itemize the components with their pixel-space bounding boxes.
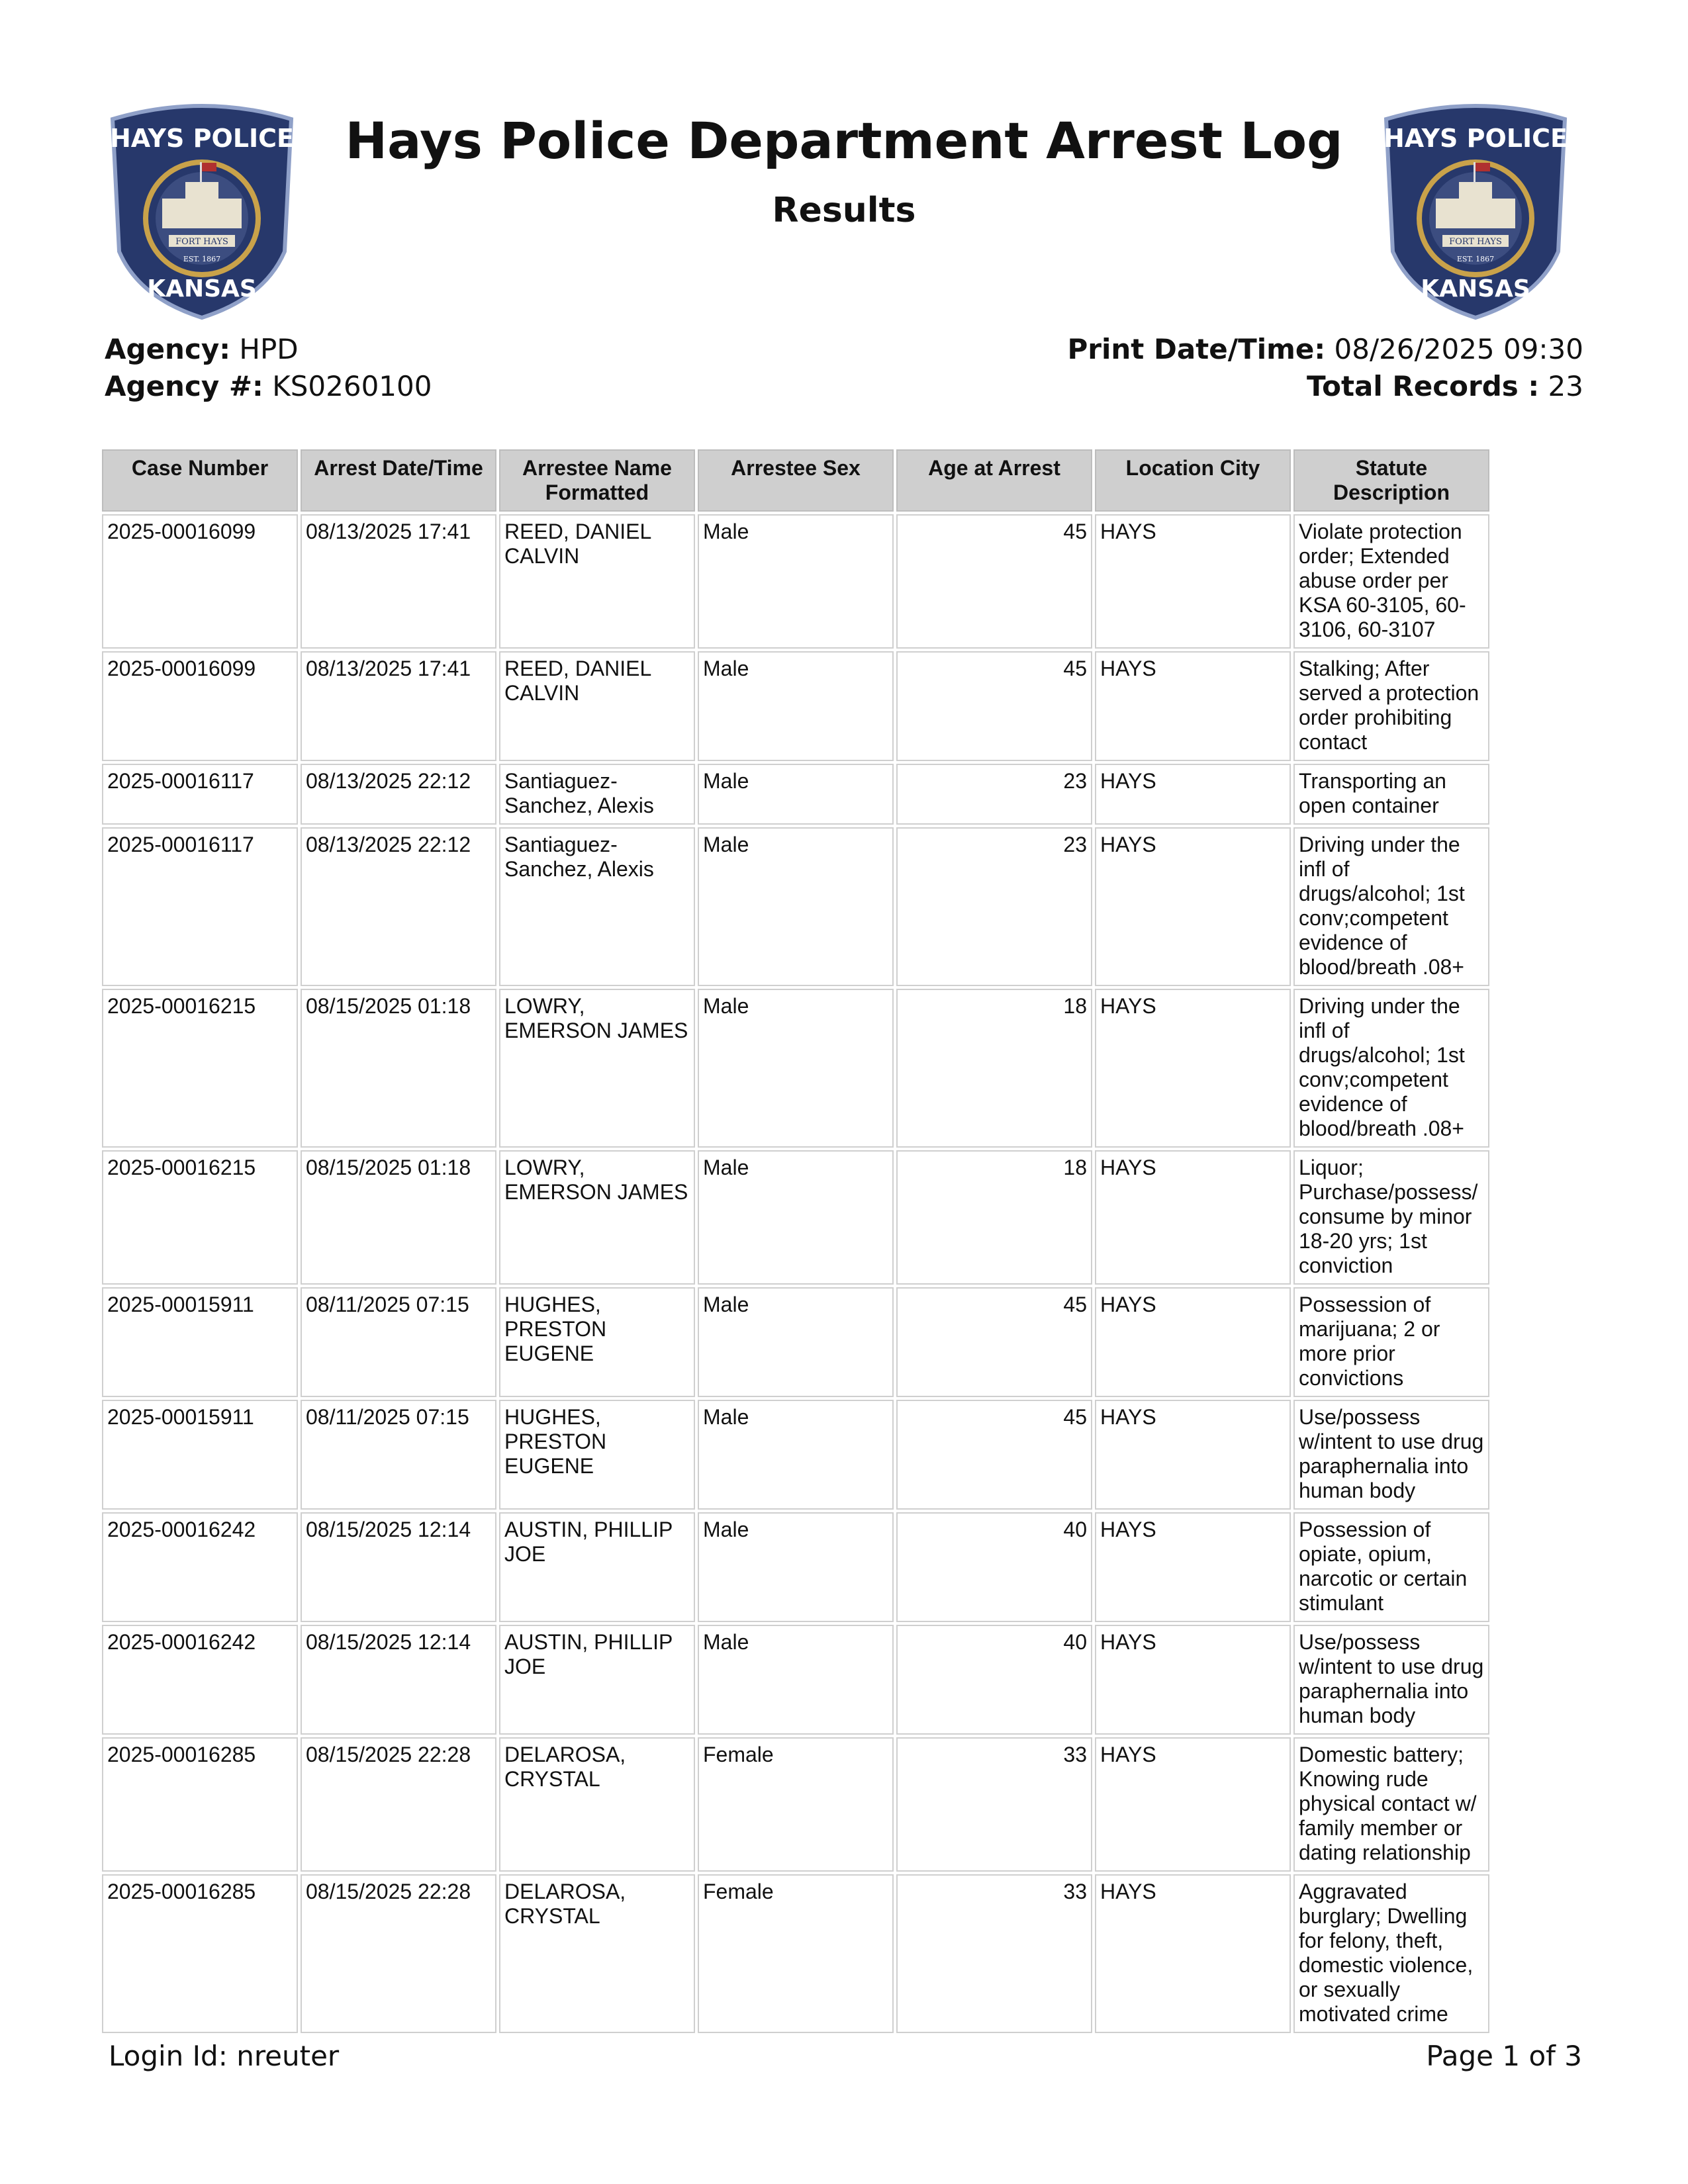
location-city-cell: HAYS bbox=[1095, 1874, 1291, 2033]
location-city-cell: HAYS bbox=[1095, 1287, 1291, 1397]
agency-number-label: Agency #: bbox=[105, 370, 263, 402]
column-header-arrestee-name: Arrestee Name Formatted bbox=[499, 449, 695, 512]
arrestee-name-cell: HUGHES, PRESTON EUGENE bbox=[499, 1400, 695, 1510]
print-date-label: Print Date/Time: bbox=[1067, 333, 1326, 365]
login-id: Login Id: nreuter bbox=[109, 2040, 340, 2072]
arrest-date-cell: 08/15/2025 12:14 bbox=[301, 1625, 496, 1735]
table-row bbox=[102, 764, 1489, 825]
statute-cell: Driving under the infl of drugs/alcohol; 1st conv;competent evidence of blood/breath .08+ bbox=[1293, 989, 1489, 1148]
age-cell: 40 bbox=[896, 1512, 1092, 1622]
location-city-cell: HAYS bbox=[1095, 651, 1291, 761]
table-row bbox=[102, 651, 1489, 761]
arrest-date-cell: 08/15/2025 22:28 bbox=[301, 1737, 496, 1872]
column-header-case-number: Case Number bbox=[102, 449, 298, 512]
case-number-cell: 2025-00015911 bbox=[102, 1400, 298, 1510]
arrestee-name-cell: REED, DANIEL CALVIN bbox=[499, 514, 695, 649]
arrestee-sex-cell: Male bbox=[698, 1625, 894, 1735]
svg-text:HAYS POLICE: HAYS POLICE bbox=[1383, 124, 1568, 153]
page-title: Hays Police Department Arrest Log bbox=[345, 111, 1343, 170]
arrestee-name-cell: HUGHES, PRESTON EUGENE bbox=[499, 1287, 695, 1397]
print-info bbox=[1067, 331, 1583, 405]
age-cell: 23 bbox=[896, 764, 1092, 825]
statute-cell: Possession of marijuana; 2 or more prior convictions bbox=[1293, 1287, 1489, 1397]
agency-number-value: KS0260100 bbox=[272, 370, 432, 402]
statute-cell: Use/possess w/intent to use drug paraphernalia into human body bbox=[1293, 1400, 1489, 1510]
print-date-line bbox=[1067, 331, 1583, 368]
arrestee-name-cell: Santiaguez-Sanchez, Alexis bbox=[499, 827, 695, 986]
table-row bbox=[102, 1874, 1489, 2033]
statute-cell: Domestic battery; Knowing rude physical contact w/ family member or dating relationship bbox=[1293, 1737, 1489, 1872]
agency-label: Agency: bbox=[105, 333, 231, 365]
case-number-cell: 2025-00016242 bbox=[102, 1625, 298, 1735]
arrestee-name-cell: LOWRY, EMERSON JAMES bbox=[499, 989, 695, 1148]
table-row bbox=[102, 1400, 1489, 1510]
table-row bbox=[102, 1737, 1489, 1872]
location-city-cell: HAYS bbox=[1095, 1625, 1291, 1735]
arrestee-name-cell: LOWRY, EMERSON JAMES bbox=[499, 1150, 695, 1285]
svg-text:KANSAS: KANSAS bbox=[147, 275, 257, 302]
arrest-date-cell: 08/15/2025 12:14 bbox=[301, 1512, 496, 1622]
arrest-date-cell: 08/11/2025 07:15 bbox=[301, 1287, 496, 1397]
age-cell: 18 bbox=[896, 989, 1092, 1148]
arrest-date-cell: 08/13/2025 22:12 bbox=[301, 764, 496, 825]
column-header-age: Age at Arrest bbox=[896, 449, 1092, 512]
age-cell: 45 bbox=[896, 514, 1092, 649]
location-city-cell: HAYS bbox=[1095, 764, 1291, 825]
arrest-date-cell: 08/13/2025 17:41 bbox=[301, 651, 496, 761]
print-date-value: 08/26/2025 09:30 bbox=[1334, 333, 1583, 365]
arrest-date-cell: 08/11/2025 07:15 bbox=[301, 1400, 496, 1510]
arrestee-name-cell: Santiaguez-Sanchez, Alexis bbox=[499, 764, 695, 825]
age-cell: 40 bbox=[896, 1625, 1092, 1735]
age-cell: 23 bbox=[896, 827, 1092, 986]
age-cell: 33 bbox=[896, 1737, 1092, 1872]
case-number-cell: 2025-00016099 bbox=[102, 651, 298, 761]
svg-text:FORT HAYS: FORT HAYS bbox=[175, 237, 228, 247]
age-cell: 18 bbox=[896, 1150, 1092, 1285]
location-city-cell: HAYS bbox=[1095, 1400, 1291, 1510]
location-city-cell: HAYS bbox=[1095, 989, 1291, 1148]
case-number-cell: 2025-00016242 bbox=[102, 1512, 298, 1622]
case-number-cell: 2025-00016285 bbox=[102, 1874, 298, 2033]
arrestee-name-cell: REED, DANIEL CALVIN bbox=[499, 651, 695, 761]
arrestee-sex-cell: Male bbox=[698, 651, 894, 761]
statute-cell: Liquor; Purchase/possess/consume by minor 18-20 yrs; 1st conviction bbox=[1293, 1150, 1489, 1285]
table-row bbox=[102, 989, 1489, 1148]
arrestee-sex-cell: Female bbox=[698, 1874, 894, 2033]
arrestee-sex-cell: Male bbox=[698, 764, 894, 825]
age-cell: 45 bbox=[896, 651, 1092, 761]
statute-cell: Possession of opiate, opium, narcotic or certain stimulant bbox=[1293, 1512, 1489, 1622]
age-cell: 45 bbox=[896, 1287, 1092, 1397]
case-number-cell: 2025-00015911 bbox=[102, 1287, 298, 1397]
table-row bbox=[102, 827, 1489, 986]
case-number-cell: 2025-00016285 bbox=[102, 1737, 298, 1872]
location-city-cell: HAYS bbox=[1095, 1150, 1291, 1285]
case-number-cell: 2025-00016117 bbox=[102, 827, 298, 986]
agency-value: HPD bbox=[239, 333, 299, 365]
agency-line bbox=[105, 331, 432, 368]
statute-cell: Driving under the infl of drugs/alcohol; 1st conv;competent evidence of blood/breath .08+ bbox=[1293, 827, 1489, 986]
age-cell: 45 bbox=[896, 1400, 1092, 1510]
page-number: Page 1 of 3 bbox=[1426, 2040, 1582, 2072]
agency-number-line bbox=[105, 368, 432, 405]
arrest-date-cell: 08/13/2025 17:41 bbox=[301, 514, 496, 649]
arrestee-sex-cell: Male bbox=[698, 827, 894, 986]
arrestee-name-cell: DELAROSA, CRYSTAL bbox=[499, 1874, 695, 2033]
statute-cell: Aggravated burglary; Dwelling for felony, theft, domestic violence, or sexually motivated crime bbox=[1293, 1874, 1489, 2033]
svg-text:EST. 1867: EST. 1867 bbox=[183, 255, 221, 263]
total-records-value: 23 bbox=[1548, 370, 1583, 402]
table-row bbox=[102, 1512, 1489, 1622]
arrestee-name-cell: AUSTIN, PHILLIP JOE bbox=[499, 1512, 695, 1622]
arrestee-sex-cell: Male bbox=[698, 989, 894, 1148]
statute-cell: Violate protection order; Extended abuse order per KSA 60-3105, 60-3106, 60-3107 bbox=[1293, 514, 1489, 649]
case-number-cell: 2025-00016215 bbox=[102, 1150, 298, 1285]
statute-cell: Transporting an open container bbox=[1293, 764, 1489, 825]
arrestee-sex-cell: Male bbox=[698, 1150, 894, 1285]
table-row bbox=[102, 1625, 1489, 1735]
statute-cell: Stalking; After served a protection order prohibiting contact bbox=[1293, 651, 1489, 761]
location-city-cell: HAYS bbox=[1095, 827, 1291, 986]
arrest-log-table bbox=[99, 447, 1492, 2036]
page-subtitle: Results bbox=[772, 191, 916, 230]
arrestee-sex-cell: Male bbox=[698, 1400, 894, 1510]
age-cell: 33 bbox=[896, 1874, 1092, 2033]
total-records-label: Total Records : bbox=[1307, 370, 1540, 402]
location-city-cell: HAYS bbox=[1095, 1512, 1291, 1622]
arrest-date-cell: 08/15/2025 01:18 bbox=[301, 989, 496, 1148]
arrestee-sex-cell: Male bbox=[698, 1287, 894, 1397]
total-records-line bbox=[1067, 368, 1583, 405]
svg-text:HAYS POLICE: HAYS POLICE bbox=[109, 124, 295, 153]
agency-info bbox=[105, 331, 432, 405]
location-city-cell: HAYS bbox=[1095, 514, 1291, 649]
table-row bbox=[102, 1287, 1489, 1397]
table-header-row bbox=[102, 449, 1489, 512]
column-header-location-city: Location City bbox=[1095, 449, 1291, 512]
case-number-cell: 2025-00016117 bbox=[102, 764, 298, 825]
arrest-date-cell: 08/15/2025 01:18 bbox=[301, 1150, 496, 1285]
svg-text:FORT HAYS: FORT HAYS bbox=[1449, 237, 1502, 247]
arrestee-name-cell: AUSTIN, PHILLIP JOE bbox=[499, 1625, 695, 1735]
arrestee-sex-cell: Male bbox=[698, 514, 894, 649]
svg-text:KANSAS: KANSAS bbox=[1421, 275, 1530, 302]
arrest-date-cell: 08/13/2025 22:12 bbox=[301, 827, 496, 986]
table-row bbox=[102, 514, 1489, 649]
arrest-date-cell: 08/15/2025 22:28 bbox=[301, 1874, 496, 2033]
arrestee-sex-cell: Female bbox=[698, 1737, 894, 1872]
arrestee-sex-cell: Male bbox=[698, 1512, 894, 1622]
column-header-arrest-date: Arrest Date/Time bbox=[301, 449, 496, 512]
location-city-cell: HAYS bbox=[1095, 1737, 1291, 1872]
svg-text:EST. 1867: EST. 1867 bbox=[1456, 255, 1495, 263]
column-header-arrestee-sex: Arrestee Sex bbox=[698, 449, 894, 512]
case-number-cell: 2025-00016215 bbox=[102, 989, 298, 1148]
arrestee-name-cell: DELAROSA, CRYSTAL bbox=[499, 1737, 695, 1872]
statute-cell: Use/possess w/intent to use drug paraphernalia into human body bbox=[1293, 1625, 1489, 1735]
table-row bbox=[102, 1150, 1489, 1285]
case-number-cell: 2025-00016099 bbox=[102, 514, 298, 649]
column-header-statute: Statute Description bbox=[1293, 449, 1489, 512]
